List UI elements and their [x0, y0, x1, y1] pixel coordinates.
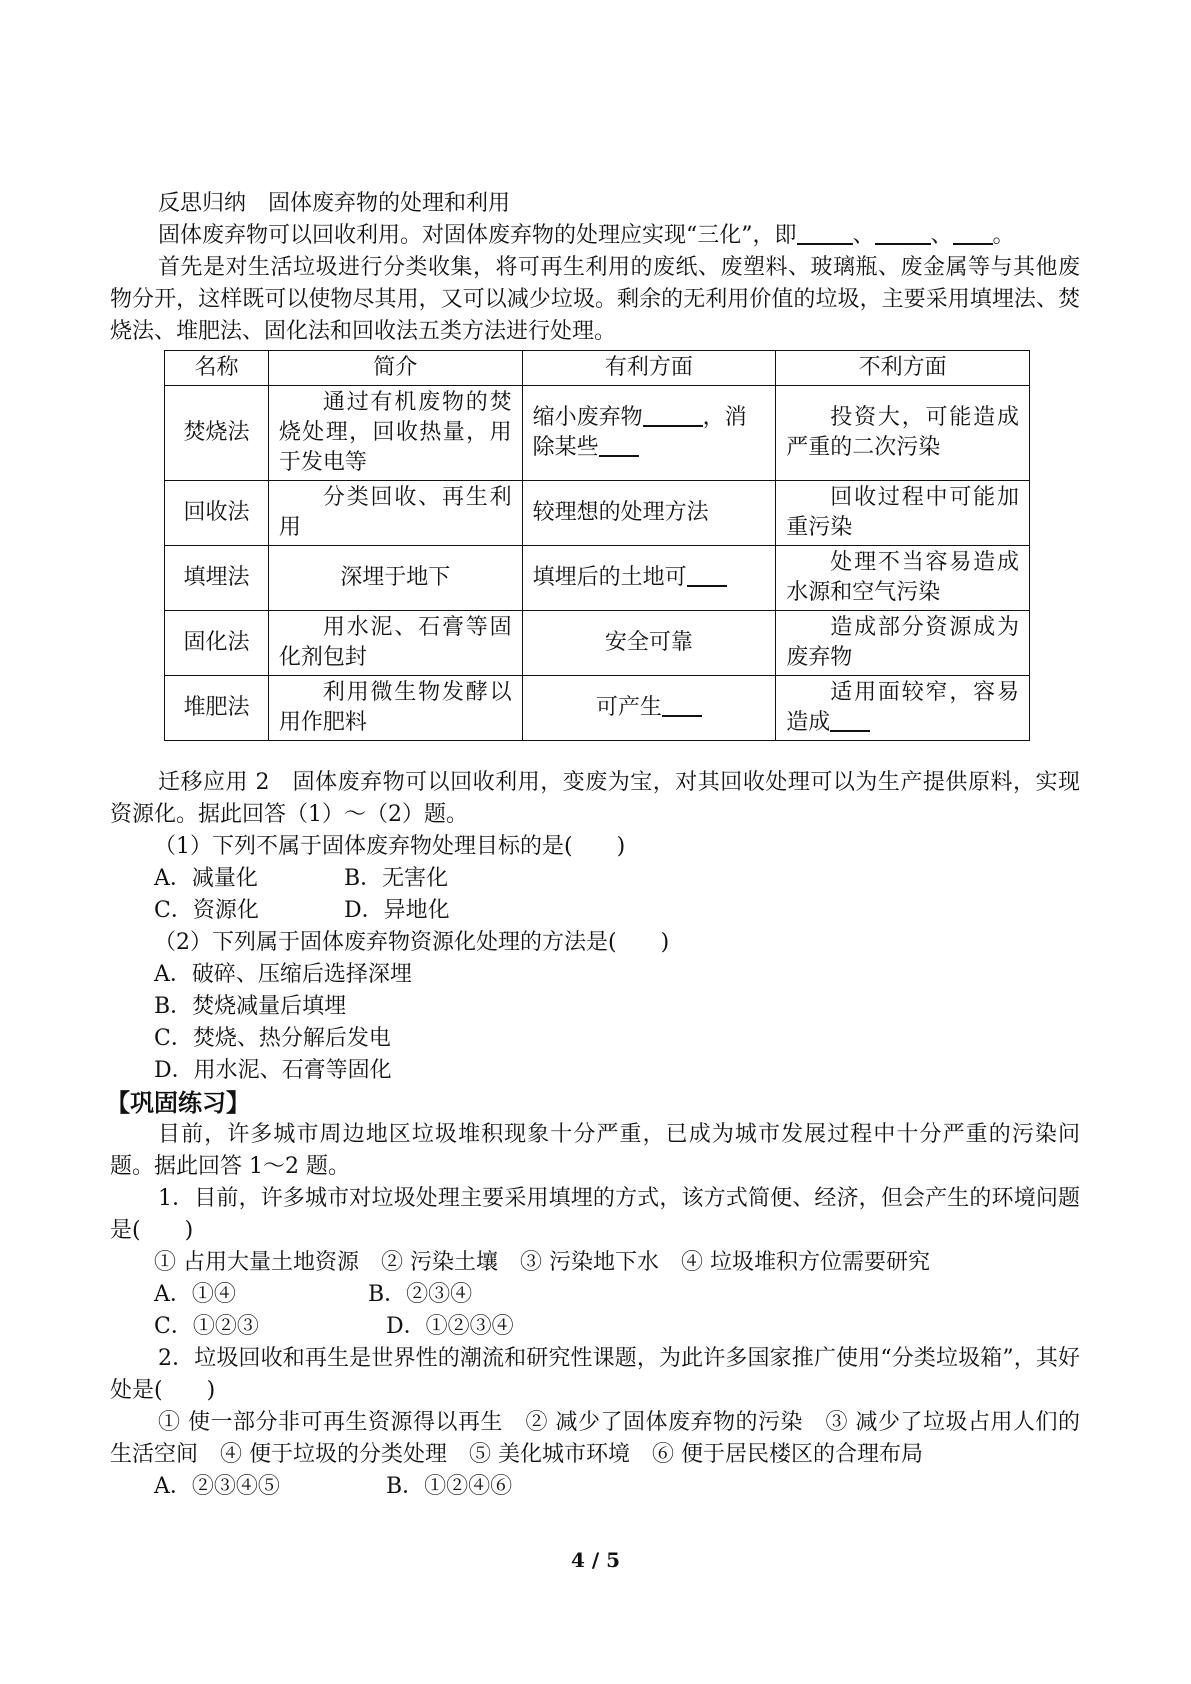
header-intro: 简介 — [268, 351, 522, 386]
method-advantage — [522, 386, 776, 481]
header-advantage: 有利方面 — [522, 351, 776, 386]
reflection-intro — [110, 220, 1080, 252]
advantage-text: 可产生 — [595, 695, 662, 720]
waste-methods-table — [164, 350, 1030, 741]
transfer-q2: （2）下列属于固体废弃物资源化处理的方法是( ) — [154, 930, 670, 955]
practice-q1: 1．目前，许多城市对垃圾处理主要采用填埋的方式，该方式简便、经济，但会产生的环境问题是( ) — [110, 1186, 1080, 1243]
method-name: 固化法 — [165, 611, 269, 676]
answer-blank — [687, 563, 727, 587]
table-row — [165, 386, 1030, 481]
option-b: B．②③④ — [368, 1282, 473, 1307]
separator: 、 — [852, 223, 875, 248]
option-d: D．①②③④ — [386, 1314, 514, 1339]
method-disadvantage: 回收过程中可能加重污染 — [776, 481, 1030, 546]
header-name: 名称 — [165, 351, 269, 386]
practice-q1-items: ① 占用大量土地资源 ② 污染土壤 ③ 污染地下水 ④ 垃圾堆积方位需要研究 — [154, 1250, 930, 1275]
answer-blank — [797, 221, 853, 245]
advantage-text: ，消除某些 — [532, 405, 747, 460]
answer-blank — [830, 708, 870, 732]
page-number: 4 / 5 — [570, 1548, 621, 1572]
practice-heading: 【巩固练习】 — [106, 1088, 250, 1117]
spacer — [110, 741, 1080, 767]
transfer-q1-options-row1 — [110, 863, 1080, 895]
option-c: C．焚烧、热分解后发电 — [154, 1026, 391, 1051]
practice-q2-options — [110, 1471, 1080, 1503]
method-intro: 通过有机废物的焚烧处理，回收热量，用于发电等 — [268, 386, 522, 481]
table-row — [165, 546, 1030, 611]
transfer-q1: （1）下列不属于固体废弃物处理目标的是( ) — [154, 834, 626, 859]
practice-q2: 2．垃圾回收和再生是世界性的潮流和研究性课题，为此许多国家推广使用“分类垃圾箱”，其好处是( ) — [110, 1346, 1080, 1403]
method-advantage: 安全可靠 — [522, 611, 776, 676]
method-name: 填埋法 — [165, 546, 269, 611]
transfer-intro: 迁移应用 2 固体废弃物可以回收利用，变废为宝，对其回收处理可以为生产提供原料，实现资源化。据此回答（1）～（2）题。 — [110, 770, 1080, 827]
option-b: B．①②④⑥ — [386, 1474, 513, 1499]
practice-q2-items: ① 使一部分非可再生资源得以再生 ② 减少了固体废弃物的污染 ③ 减少了垃圾占用人们的生活空间 ④ 便于垃圾的分类处理 ⑤ 美化城市环境 ⑥ 便于居民楼区的合理布局 — [110, 1410, 1080, 1467]
answer-blank — [875, 221, 931, 245]
option-c: C．①②③ — [154, 1314, 259, 1339]
header-disadvantage: 不利方面 — [776, 351, 1030, 386]
method-disadvantage: 处理不当容易造成水源和空气污染 — [776, 546, 1030, 611]
reflection-title: 反思归纳 固体废弃物的处理和利用 — [158, 191, 511, 216]
option-a: A．破碎、压缩后选择深埋 — [154, 962, 412, 987]
method-advantage — [522, 676, 776, 741]
method-advantage: 较理想的处理方法 — [522, 481, 776, 546]
method-intro: 用水泥、石膏等固化剂包封 — [268, 611, 522, 676]
method-intro: 深埋于地下 — [268, 546, 522, 611]
table-row — [165, 481, 1030, 546]
method-intro: 分类回收、再生利用 — [268, 481, 522, 546]
option-b: B．无害化 — [344, 866, 449, 891]
practice-q1-options-row1 — [110, 1279, 1080, 1311]
reflection-paragraph: 首先是对生活垃圾进行分类收集，将可再生利用的废纸、废塑料、玻璃瓶、废金属等与其他废物分开，这样既可以使物尽其用，又可以减少垃圾。剩余的无利用价值的垃圾，主要采用填埋法、焚烧法、堆肥法、固化法和回收法五类方法进行处理。 — [110, 255, 1080, 344]
answer-blank — [643, 403, 703, 427]
option-d: D．异地化 — [344, 898, 450, 923]
answer-blank — [662, 693, 702, 717]
disadvantage-text: 适用面较窄，容易造成 — [786, 680, 1019, 735]
practice-intro: 目前，许多城市周边地区垃圾堆积现象十分严重，已成为城市发展过程中十分严重的污染问题。据此回答 1～2 题。 — [110, 1122, 1080, 1179]
method-name: 焚烧法 — [165, 386, 269, 481]
main-content — [106, 188, 1080, 1503]
table-row — [165, 676, 1030, 741]
method-name: 堆肥法 — [165, 676, 269, 741]
method-disadvantage: 投资大，可能造成严重的二次污染 — [776, 386, 1030, 481]
method-name: 回收法 — [165, 481, 269, 546]
advantage-text: 缩小废弃物 — [532, 405, 643, 430]
advantage-text: 填埋后的土地可 — [532, 565, 687, 590]
answer-blank — [953, 221, 993, 245]
option-a: A．减量化 — [154, 866, 258, 891]
period: 。 — [992, 223, 1015, 248]
practice-q1-options-row2 — [110, 1311, 1080, 1343]
method-advantage — [522, 546, 776, 611]
answer-blank — [599, 433, 639, 457]
separator: 、 — [930, 223, 953, 248]
method-disadvantage — [776, 676, 1030, 741]
reflection-intro-text: 固体废弃物可以回收利用。对固体废弃物的处理应实现“三化”，即 — [158, 223, 797, 248]
method-intro: 利用微生物发酵以用作肥料 — [268, 676, 522, 741]
method-disadvantage: 造成部分资源成为废弃物 — [776, 611, 1030, 676]
option-a: A．①④ — [154, 1282, 236, 1307]
table-row — [165, 611, 1030, 676]
transfer-q1-options-row2 — [110, 895, 1080, 927]
option-c: C．资源化 — [154, 898, 259, 923]
option-a: A．②③④⑤ — [154, 1474, 280, 1499]
option-d: D．用水泥、石膏等固化 — [154, 1058, 392, 1083]
option-b: B．焚烧减量后填埋 — [154, 994, 347, 1019]
table-header-row — [165, 351, 1030, 386]
